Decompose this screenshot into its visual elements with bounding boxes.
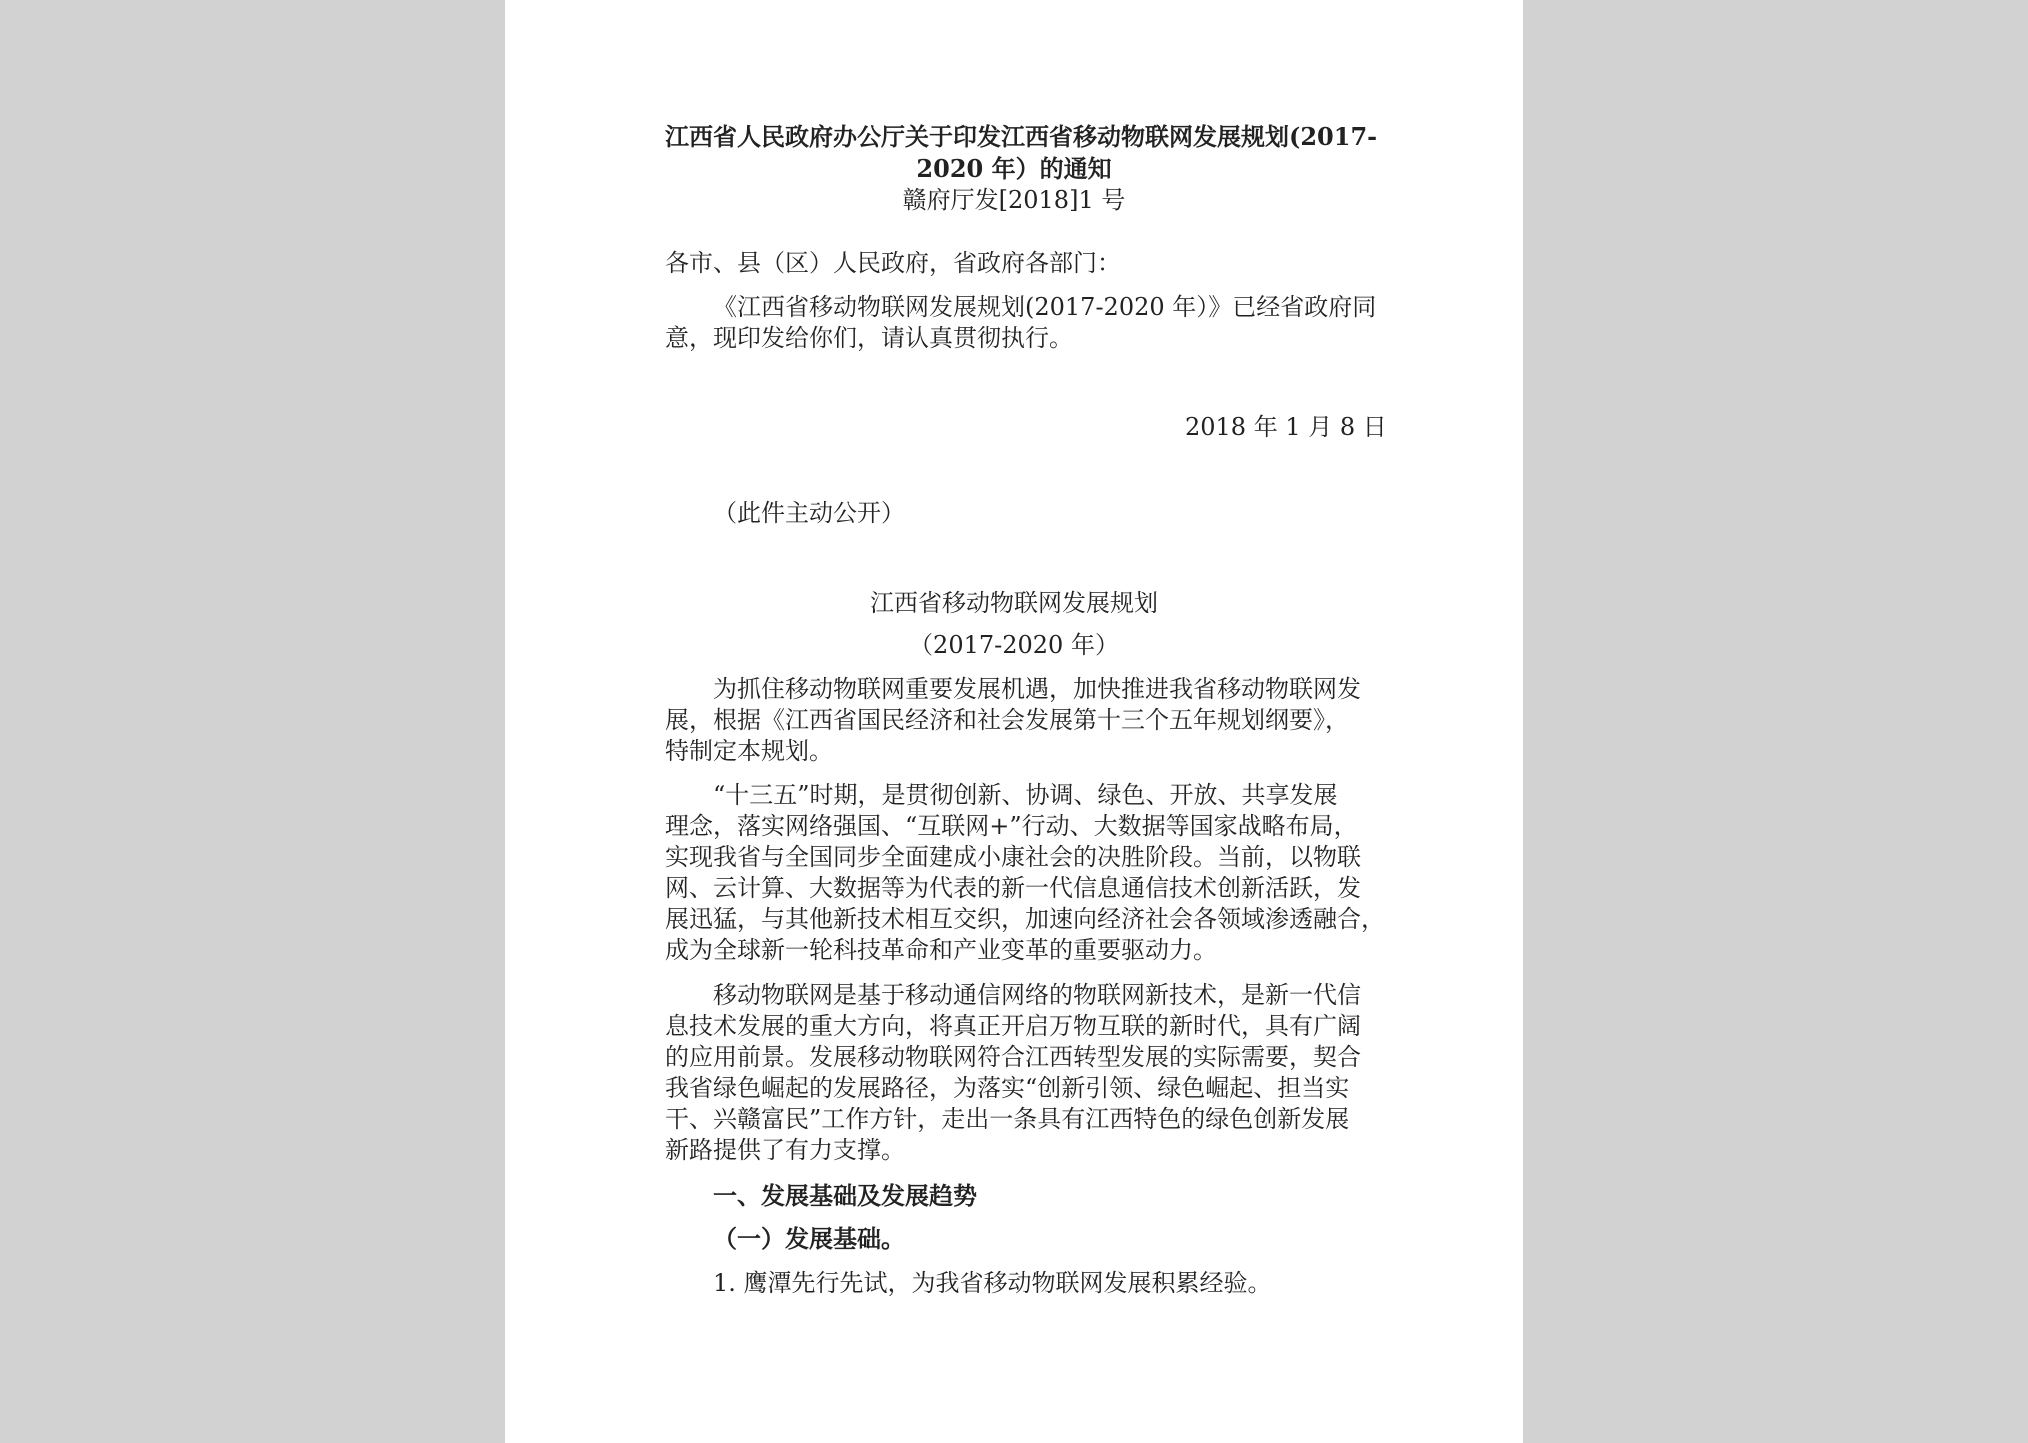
paragraph-line: 网、云计算、大数据等为代表的新一代信息通信技术创新活跃，发 xyxy=(665,874,1361,902)
notice-title-line2: 2020 年）的通知 xyxy=(916,154,1112,183)
paragraph-line: 理念，落实网络强国、“互联网+”行动、大数据等国家战略布局， xyxy=(665,812,1358,840)
paragraph-line: 实现我省与全国同步全面建成小康社会的决胜阶段。当前，以物联 xyxy=(665,843,1361,871)
paragraph-line: 移动物联网是基于移动通信网络的物联网新技术，是新一代信 xyxy=(713,981,1361,1009)
document-number: 赣府厅发[2018]1 号 xyxy=(902,186,1126,214)
issue-date: 2018 年 1 月 8 日 xyxy=(1185,413,1387,441)
paragraph-line: 新路提供了有力支撑。 xyxy=(665,1136,905,1164)
document-page xyxy=(505,0,1523,1443)
paragraph-line: 的应用前景。发展移动物联网符合江西转型发展的实际需要，契合 xyxy=(665,1043,1361,1071)
disclosure-note: （此件主动公开） xyxy=(713,499,905,527)
plan-title: 江西省移动物联网发展规划 xyxy=(870,589,1158,617)
notice-body-line1: 《江西省移动物联网发展规划(2017-2020 年）》已经省政府同 xyxy=(713,293,1377,321)
paragraph-line: “十三五”时期，是贯彻创新、协调、绿色、开放、共享发展 xyxy=(713,781,1338,809)
paragraph-line: 特制定本规划。 xyxy=(665,737,833,765)
list-item: 1. 鹰潭先行先试，为我省移动物联网发展积累经验。 xyxy=(713,1269,1272,1297)
paragraph-line: 展迅猛，与其他新技术相互交织，加速向经济社会各领域渗透融合， xyxy=(665,905,1385,933)
notice-body-line2: 意，现印发给你们，请认真贯彻执行。 xyxy=(665,324,1073,352)
section-heading: 一、发展基础及发展趋势 xyxy=(713,1181,977,1210)
paragraph-line: 展，根据《江西省国民经济和社会发展第十三个五年规划纲要》， xyxy=(665,706,1349,734)
notice-title-line1: 江西省人民政府办公厅关于印发江西省移动物联网发展规划(2017- xyxy=(665,122,1378,151)
paragraph-line: 干、兴赣富民”工作方针，走出一条具有江西特色的绿色创新发展 xyxy=(665,1105,1350,1133)
addressee: 各市、县（区）人民政府，省政府各部门： xyxy=(665,249,1121,277)
subsection-heading: （一）发展基础。 xyxy=(713,1224,905,1253)
plan-period: （2017-2020 年） xyxy=(909,631,1119,659)
paragraph-line: 我省绿色崛起的发展路径，为落实“创新引领、绿色崛起、担当实 xyxy=(665,1074,1350,1102)
paragraph-line: 息技术发展的重大方向，将真正开启万物互联的新时代，具有广阔 xyxy=(665,1012,1361,1040)
paragraph-line: 为抓住移动物联网重要发展机遇，加快推进我省移动物联网发 xyxy=(713,675,1361,703)
paragraph-line: 成为全球新一轮科技革命和产业变革的重要驱动力。 xyxy=(665,936,1217,964)
